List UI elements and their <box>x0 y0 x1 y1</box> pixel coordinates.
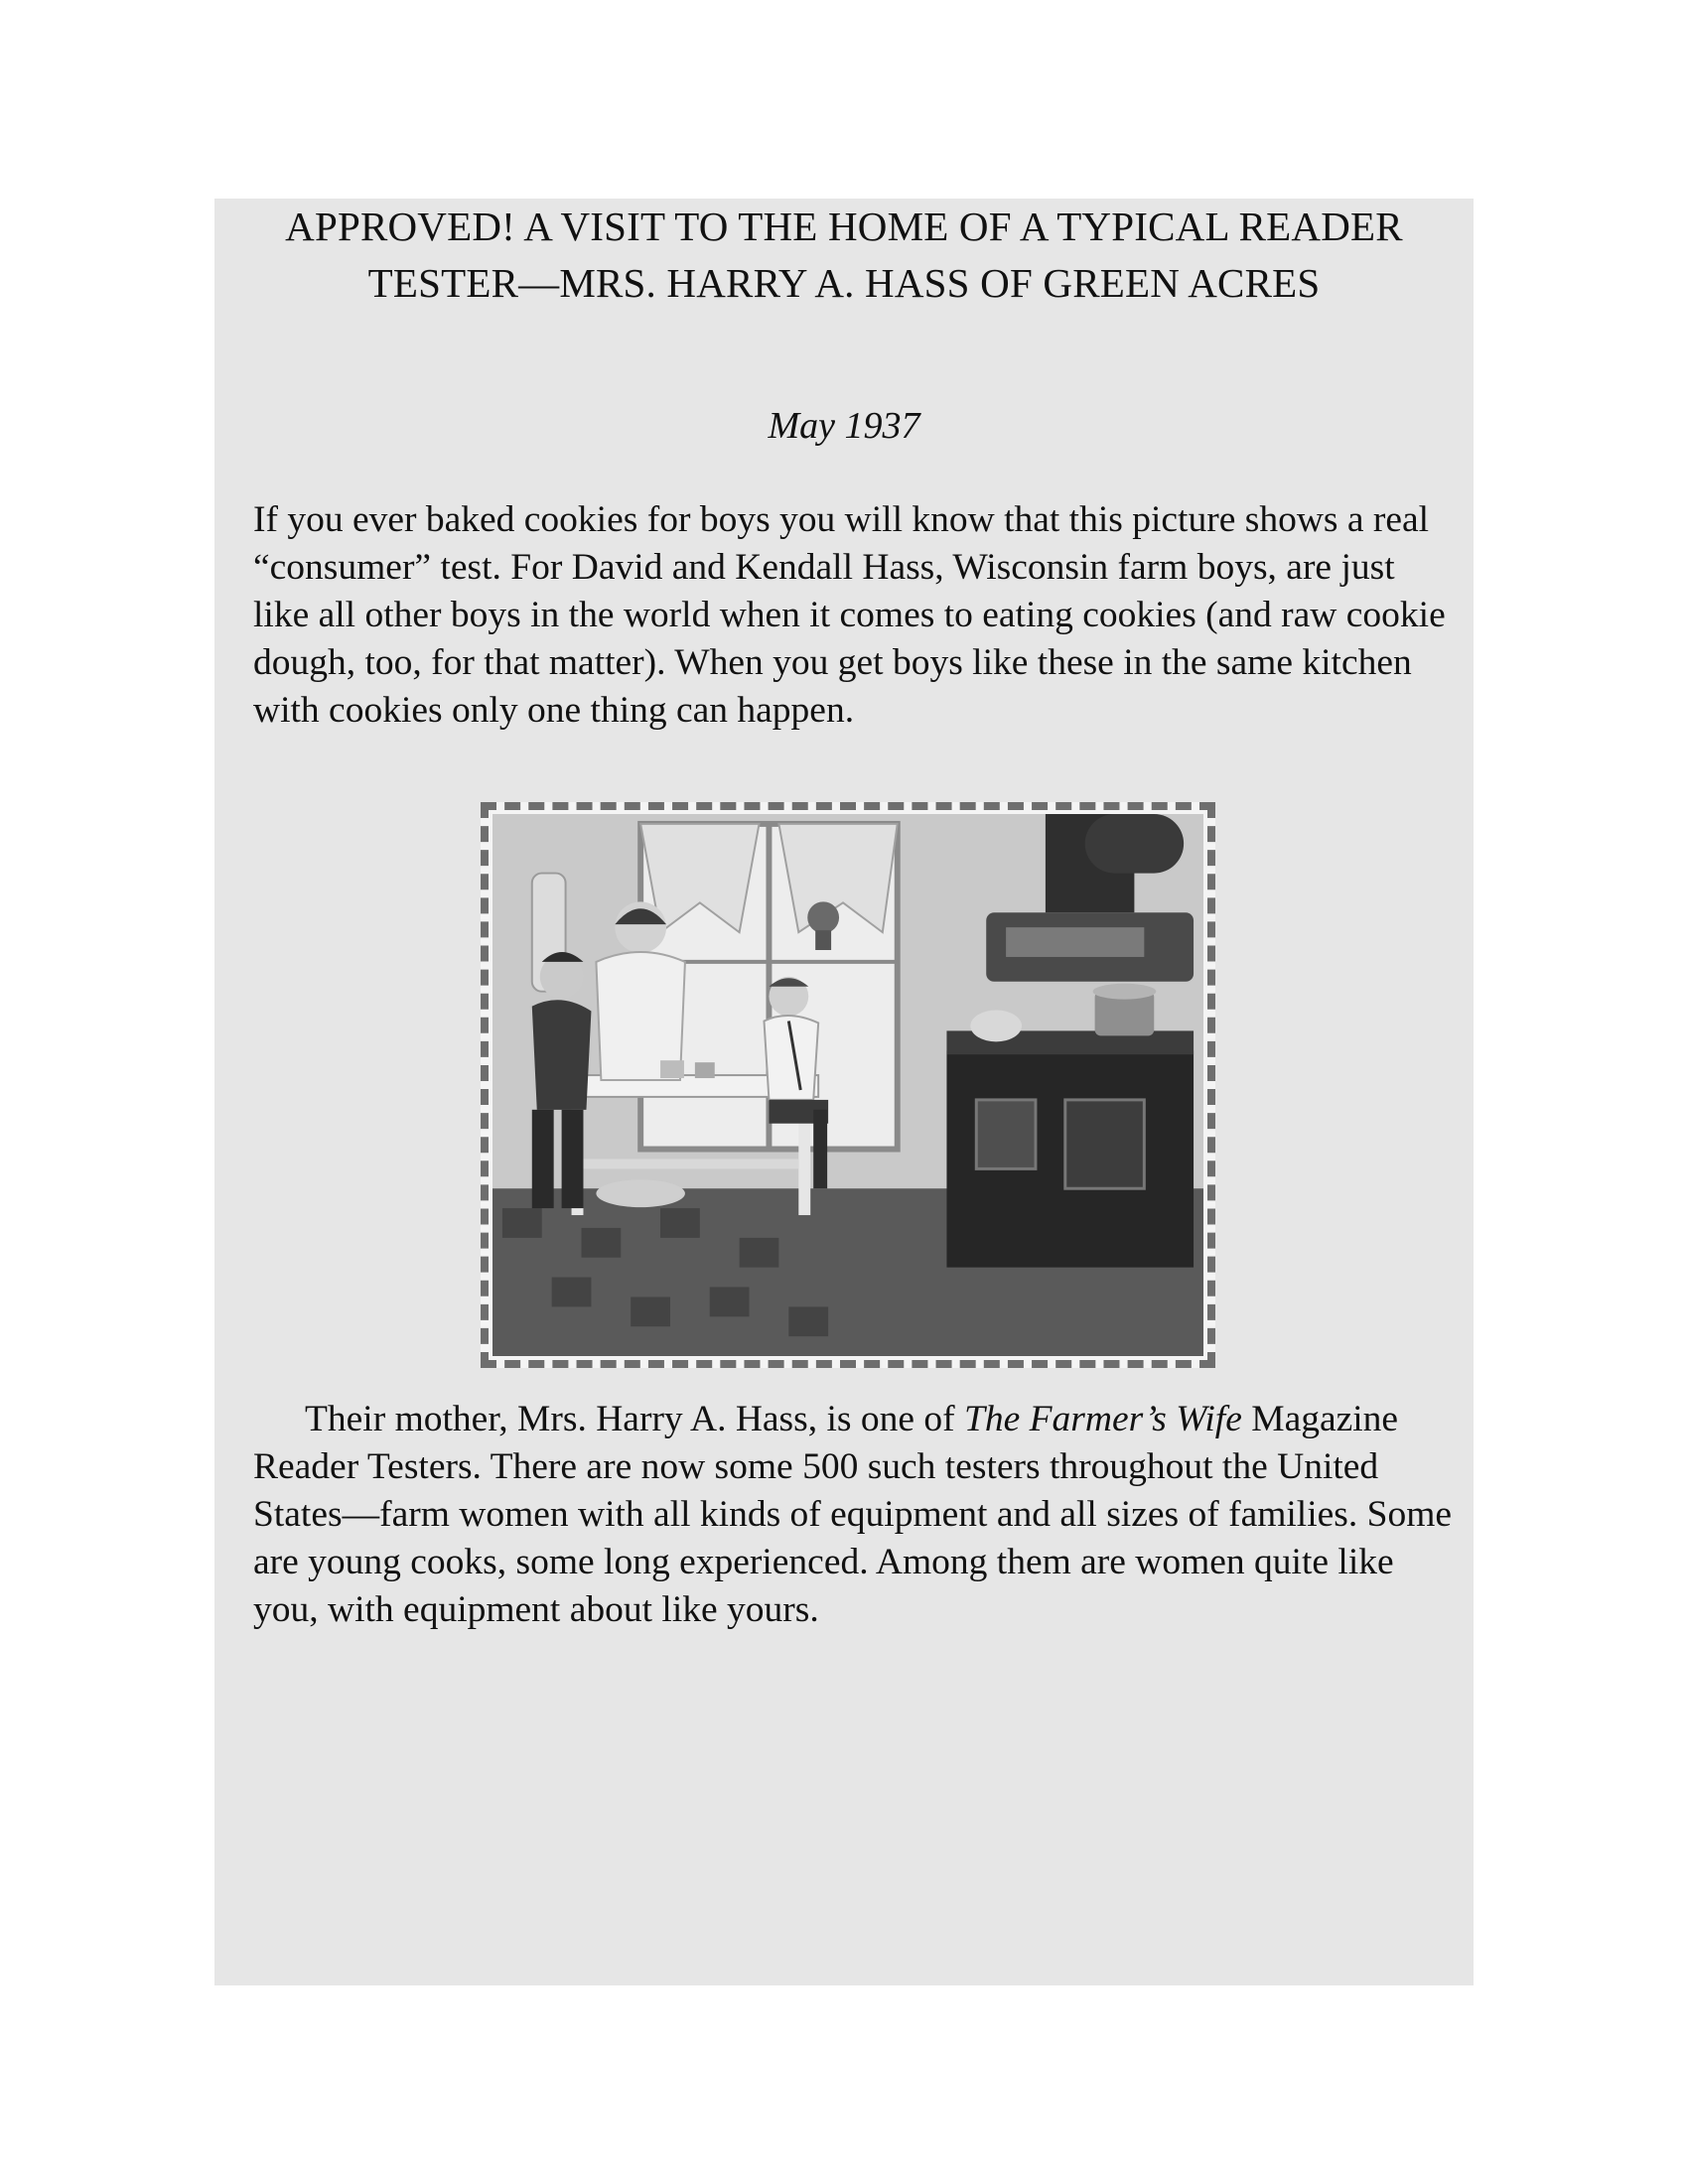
paragraph-2-text-start: Their mother, Mrs. Harry A. Hass, is one of <box>305 1399 964 1439</box>
article-paragraph-2 <box>253 1396 1460 1634</box>
article-date: May 1937 <box>768 405 920 447</box>
magazine-title: The Farmer’s Wife <box>964 1399 1242 1439</box>
page-panel <box>214 199 1474 1985</box>
article-title: APPROVED! A VISIT TO THE HOME OF A TYPICAL READER TESTER—MRS. HARRY A. HASS OF GREEN ACRES <box>285 204 1403 306</box>
paragraph-2-text-end: Magazine Reader Testers. There are now some 500 such testers throughout the United States—farm women with all kinds of equipment and all sizes of families. Some are young cooks, some long experienced. Among them are women quite like you, with equipment about like yours. <box>253 1399 1453 1630</box>
kitchen-photo-image <box>492 814 1203 1356</box>
kitchen-photo <box>481 802 1215 1368</box>
article-paragraph-1: If you ever baked cookies for boys you will know that this picture shows a real “consumer” test. For David and Kendall Hass, Wisconsin farm boys, are just like all other boys in the world when it comes to eating cookies (and raw cookie dough, too, for that matter). When you get boys like these in the same kitchen with cookies only one thing can happen. <box>253 499 1446 731</box>
